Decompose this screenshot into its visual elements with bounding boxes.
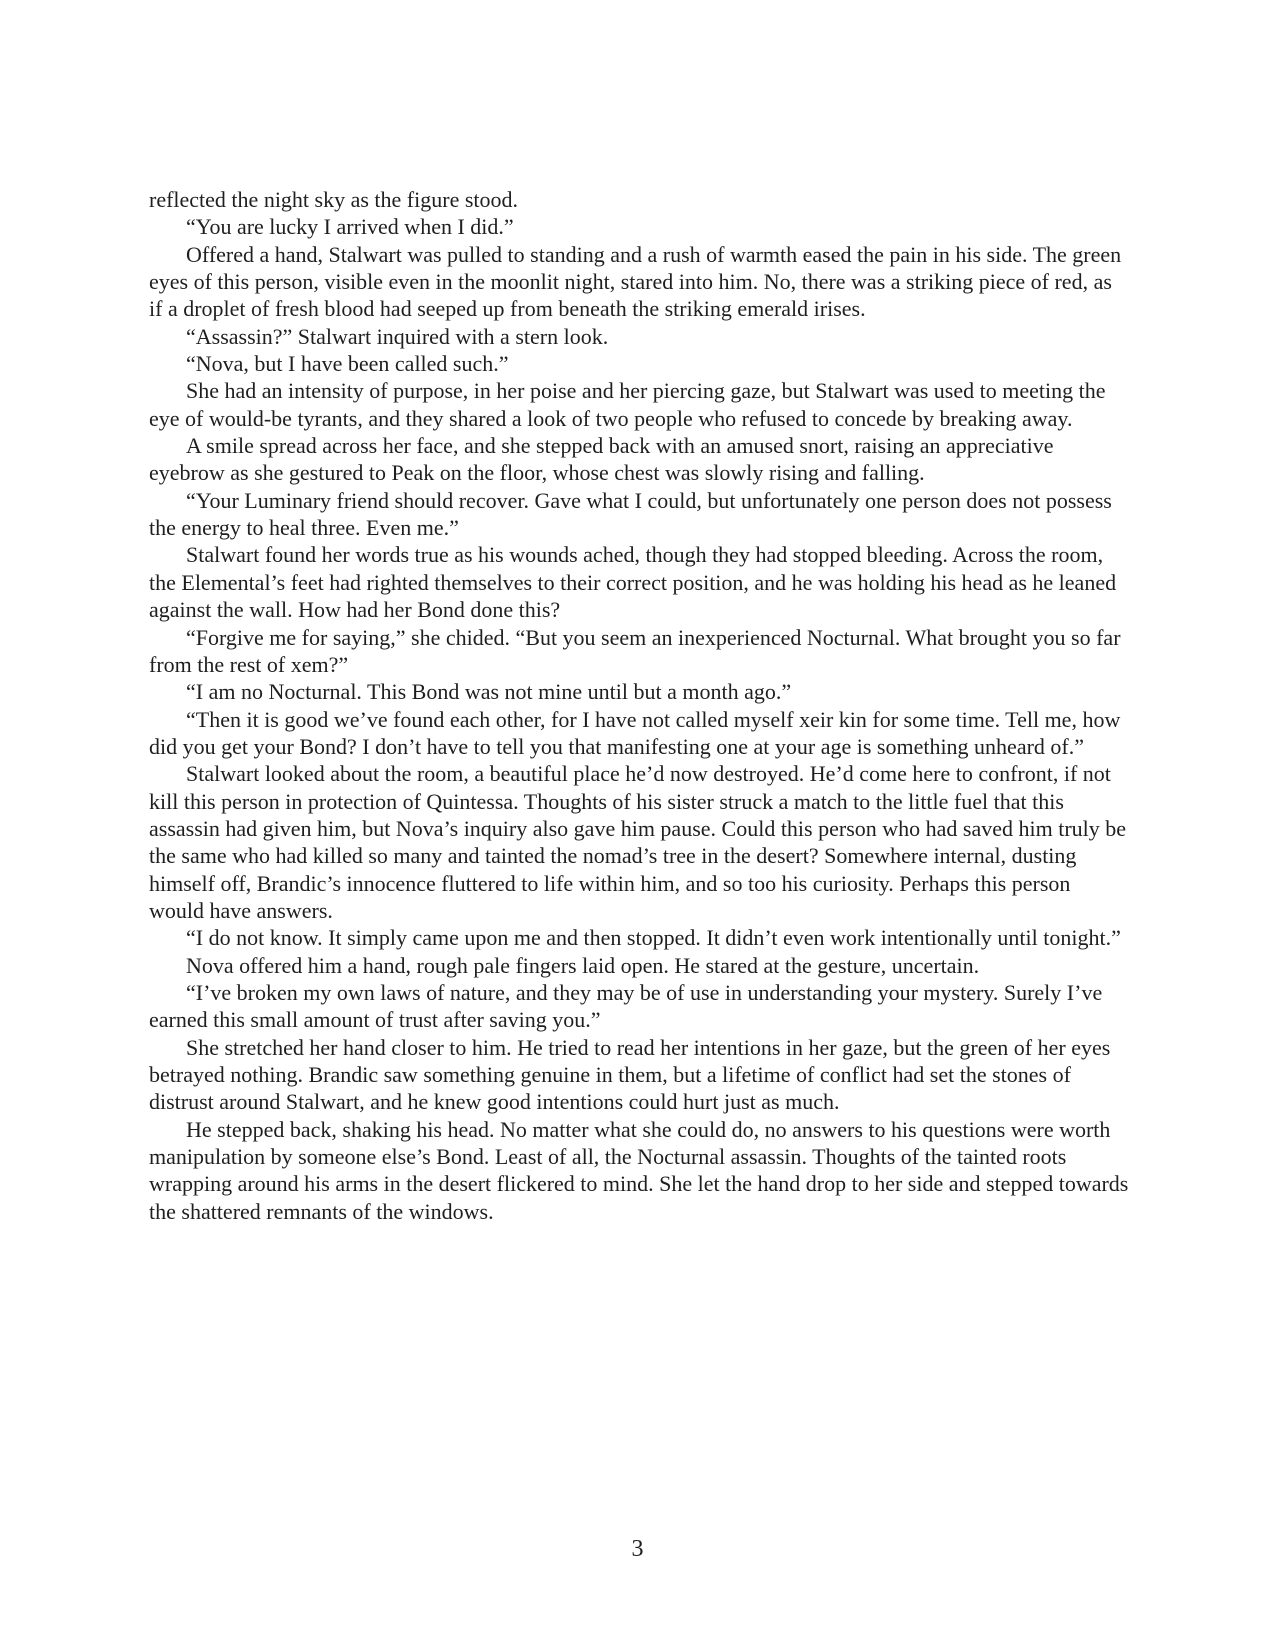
paragraph: “Then it is good we’ve found each other, for I have not called myself xeir kin for some time. Tell me, how did you get your Bond? I don’t have to tell you that manifesting one at your age is something unheard of.” [149, 706, 1121, 759]
paragraph: “Assassin?” Stalwart inquired with a stern look. [186, 323, 609, 349]
paragraph: A smile spread across her face, and she stepped back with an amused snort, raising an appreciative eyebrow as she gestured to Peak on the floor, whose chest was slowly rising and falling. [149, 433, 1054, 486]
paragraph: “You are lucky I arrived when I did.” [186, 214, 514, 240]
paragraph: “I’ve broken my own laws of nature, and they may be of use in understanding your mystery. Surely I’ve earned this small amount of trust after saving you.” [149, 979, 1103, 1033]
paragraph: Stalwart found her words true as his wounds ached, though they had stopped bleeding. Across the room, the Elemental’s feet had righted themselves to their correct position, and he was holding his head as he leaned against the wall. How had her Bond done this? [149, 542, 1117, 623]
paragraph: “Nova, but I have been called such.” [186, 351, 509, 377]
paragraph: “Your Luminary friend should recover. Gave what I could, but unfortunately one person does not possess the energy to heal three. Even me.” [149, 487, 1112, 541]
page-number: 3 [631, 1536, 644, 1562]
body-text [149, 186, 1129, 1225]
paragraph: “Forgive me for saying,” she chided. “But you seem an inexperienced Nocturnal. What brought you so far from the rest of xem?” [149, 624, 1121, 677]
paragraph: Offered a hand, Stalwart was pulled to standing and a rush of warmth eased the pain in his side. The green eyes of this person, visible even in the moonlit night, stared into him. No, there was a striking piece of red, as if a droplet of fresh blood had seeped up from beneath the striking emerald irises. [149, 241, 1122, 322]
paragraph: She had an intensity of purpose, in her poise and her piercing gaze, but Stalwart was used to meeting the eye of would-be tyrants, and they shared a look of two people who refused to concede by breaking away. [149, 378, 1106, 431]
paragraph: “I do not know. It simply came upon me and then stopped. It didn’t even work intentionally until tonight.” [186, 925, 1121, 951]
paragraph: He stepped back, shaking his head. No matter what she could do, no answers to his questions were worth manipulation by someone else’s Bond. Least of all, the Nocturnal assassin. Thoughts of the tainted roots wrapping around his arms in the desert flickered to mind. She let the hand drop to her side and stepped towards the shattered remnants of the windows. [149, 1116, 1129, 1224]
paragraph: Nova offered him a hand, rough pale fingers laid open. He stared at the gesture, uncertain. [186, 952, 980, 978]
paragraph: Stalwart looked about the room, a beautiful place he’d now destroyed. He’d come here to confront, if not kill this person in protection of Quintessa. Thoughts of his sister struck a match to the little fuel that this assassin had given him, but Nova’s inquiry also gave him pause. Could this person who had saved him truly be the same who had killed so many and tainted the nomad’s tree in the desert? Somewhere internal, dusting himself off, Brandic’s innocence fluttered to life within him, and so too his curiosity. Perhaps this person would have answers. [149, 761, 1127, 923]
paragraph: “I am no Nocturnal. This Bond was not mine until but a month ago.” [186, 679, 792, 705]
paragraph: She stretched her hand closer to him. He tried to read her intentions in her gaze, but the green of her eyes betrayed nothing. Brandic saw something genuine in them, but a lifetime of conflict had set the stones of distrust around Stalwart, and he knew good intentions could hurt just as much. [149, 1034, 1111, 1115]
paragraph: reflected the night sky as the figure stood. [149, 187, 519, 212]
